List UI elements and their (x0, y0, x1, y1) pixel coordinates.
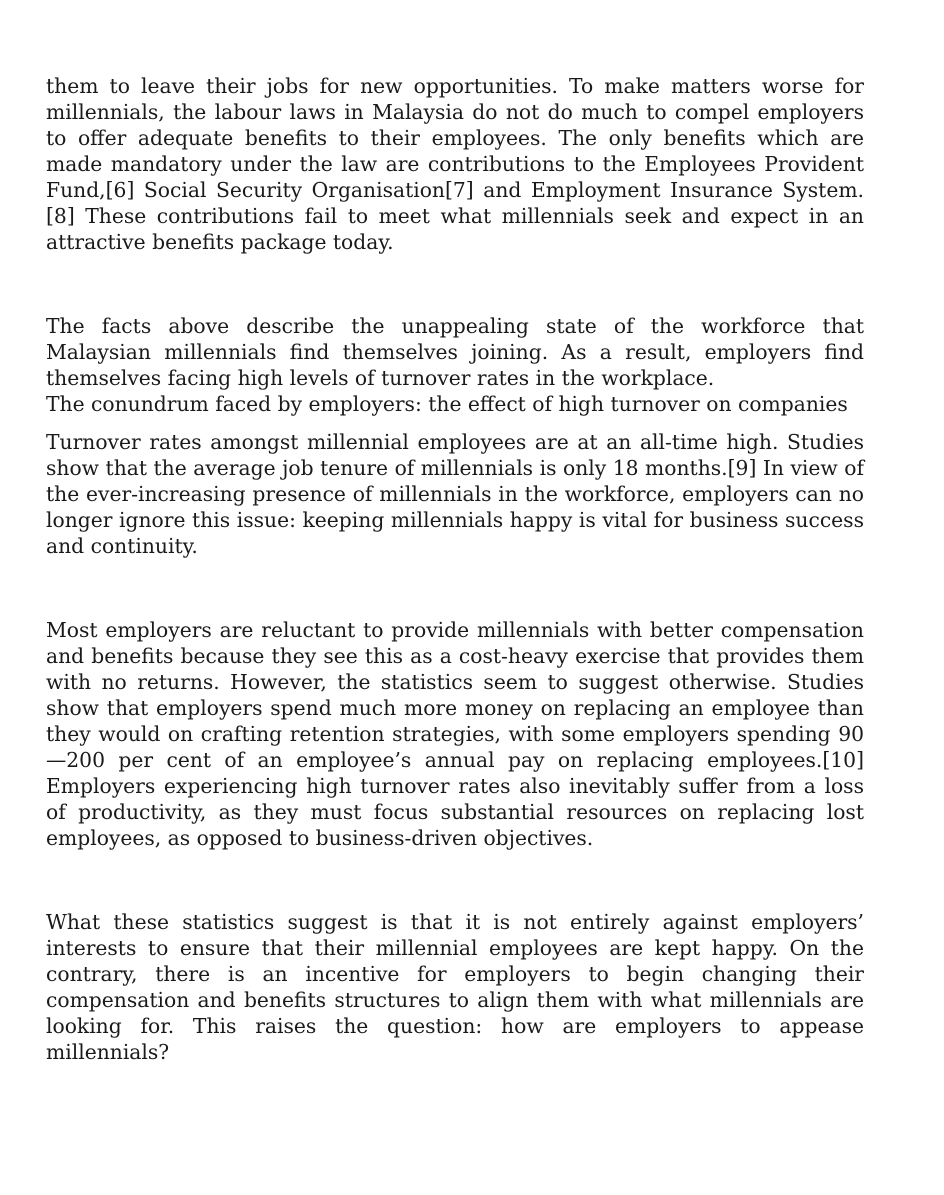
section-heading: The conundrum faced by employers: the effect of high turnover on companies (46, 392, 848, 416)
paragraph-incentive: What these statistics suggest is that it is not entirely against employers’ interests to ensure that their millennial employees are kept happy. On the contrary, there is an incentive for employers to begin changing their compensation and benefits structures to align them with what millennials are looking for. This raises the question: how are employers to appease millennials? (46, 910, 864, 1064)
paragraph-benefits-law: them to leave their jobs for new opportunities. To make matters worse for millennials, the labour laws in Malaysia do not do much to compel employers to offer adequate benefits to their employees. The only benefits which are made mandatory under the law are contributions to the Employees Provident Fund,[6] Social Security Organisation[7] and Employment Insurance System.[8] These contributions fail to meet what millennials seek and expect in an attractive benefits package today. (46, 74, 864, 254)
paragraph-turnover-rates: Turnover rates amongst millennial employees are at an all-time high. Studies show that the average job tenure of millennials is only 18 months.[9] In view of the ever-increasing presence of millennials in the workforce, employers can no longer ignore this issue: keeping millennials happy is vital for business success and continuity. (46, 430, 864, 558)
document-page (46, 73, 864, 1065)
paragraph-workforce-state: The facts above describe the unappealing state of the workforce that Malaysian millennials find themselves joining. As a result, employers find themselves facing high levels of turnover rates in the workplace. (46, 314, 864, 390)
paragraph-replacement-costs: Most employers are reluctant to provide millennials with better compensation and benefits because they see this as a cost-heavy exercise that provides them with no returns. However, the statistics seem to suggest otherwise. Studies show that employers spend much more money on replacing an employee than they would on crafting retention strategies, with some employers spending 90—200 per cent of an employee’s annual pay on replacing employees.[10] Employers experiencing high turnover rates also inevitably suffer from a loss of productivity, as they must focus substantial resources on replacing lost employees, as opposed to business-driven objectives. (46, 618, 864, 850)
